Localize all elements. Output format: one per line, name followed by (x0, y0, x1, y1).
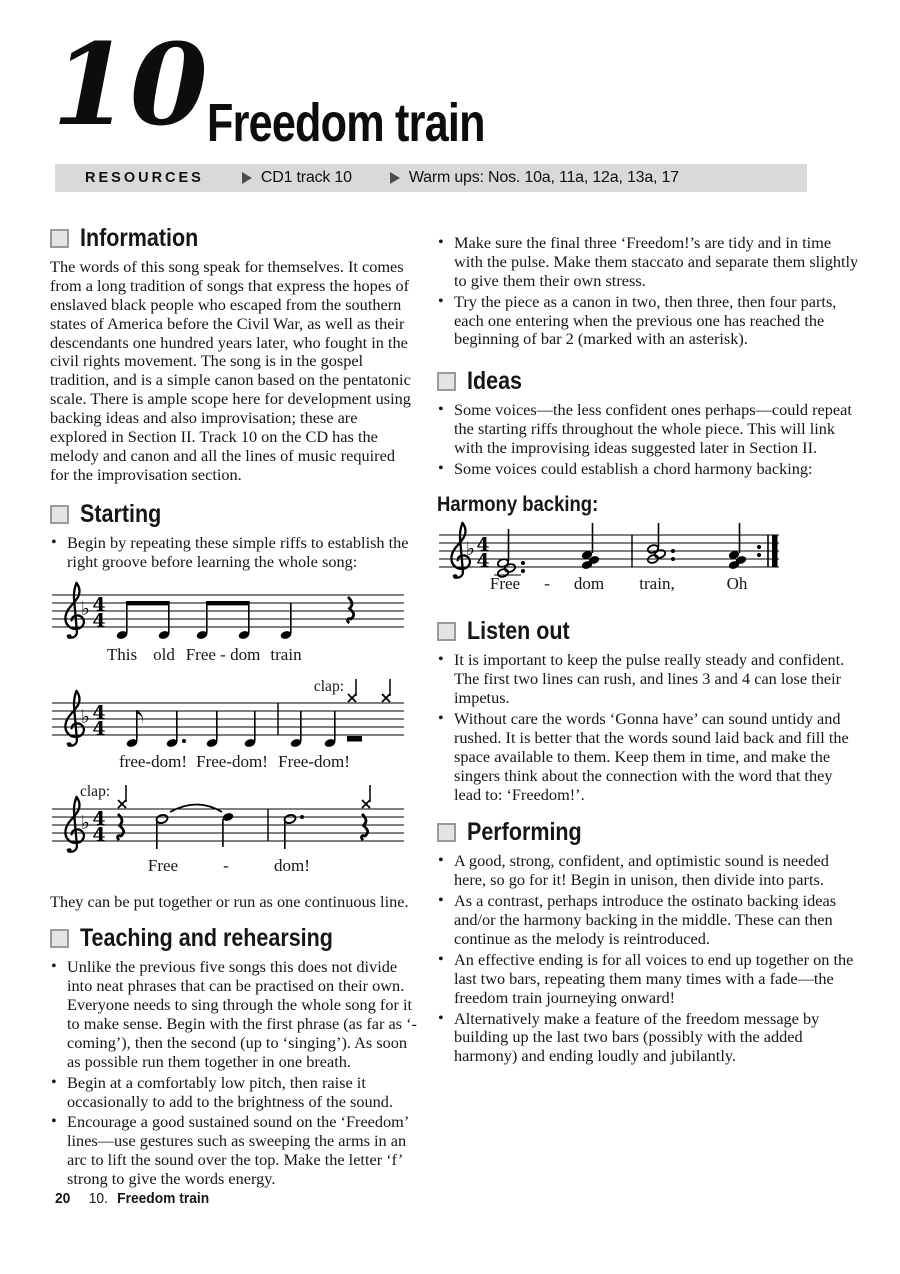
flat-sign: ♭ (81, 598, 90, 621)
bullet-item: • Try the piece as a canon in two, then three, then four parts, each one entering when the previous one has reached the beginning of bar 2 (marked with an asterisk). (437, 293, 862, 350)
starting-heading: Starting (80, 499, 162, 528)
checkbox-icon (437, 823, 456, 842)
bullet-item: • An effective ending is for all voices to end up together on the last two bars, repeating them many times with a fade—the freedom train journeying onward! (437, 951, 862, 1008)
information-body: The words of this song speak for themselves. It comes from a long tradition of songs that express the hopes of enslaved black people who escaped from the southern states of America before the Civil War, as well as their descendants one hundred years later, who fought in the civil rights movement. The song is in the gospel tradition, and is a simple canon based on the pentatonic scale. There is ample scope here for development using backing ideas and also improvisation; these are explored in Section II. Track 10 on the CD has the melody and canon and all the lines of music required for the improvisation section. (50, 257, 411, 484)
clap-x-note (118, 800, 126, 808)
lyric: train (270, 645, 302, 665)
lyric: Free (489, 574, 521, 594)
checkbox-icon (50, 929, 69, 948)
ideas-heading: Ideas (467, 367, 522, 396)
teaching-continued-bullets (437, 234, 862, 349)
lyric: old (153, 645, 175, 665)
chapter-number: 10 (52, 20, 208, 151)
harmony-backing-label: Harmony backing: (437, 492, 599, 516)
resource-item-warmups (390, 169, 679, 187)
bullet-item: • Alternatively make a feature of the freedom message by building up the last two bars (possibly with the added harmony) and ending loudly and jubilantly. (437, 1010, 862, 1067)
section-heading-teaching (50, 926, 418, 951)
footer-page-number: 20 (55, 1190, 71, 1207)
triangle-bullet-icon (390, 172, 400, 184)
music-figure-riff-2 (50, 677, 418, 773)
resource-item-track (242, 169, 352, 187)
bullet-item: • Begin at a comfortably low pitch, then raise it occasionally to add to the brightness of the sound. (50, 1074, 418, 1112)
information-heading: Information (80, 224, 199, 252)
bullet-item: • A good, strong, confident, and optimistic sound is needed here, so go for it! Begin in unison, then divide into parts. (437, 852, 862, 890)
starting-bullets (50, 534, 418, 572)
lyric: dom (573, 574, 605, 594)
flat-sign: ♭ (81, 706, 90, 729)
checkbox-icon (50, 505, 69, 524)
bullet-item: • As a contrast, perhaps introduce the ostinato backing ideas and/or the harmony backing in the middle. These can then continue as the melody is reintroduced. (437, 892, 862, 949)
resources-label: RESOURCES (85, 170, 204, 186)
listen-heading: Listen out (467, 617, 570, 646)
bullet-item: • Some voices could establish a chord harmony backing: (437, 460, 862, 479)
bullet-item: • It is important to keep the pulse really steady and confident. The first two lines can rush, and lines 3 and 4 can lose their impetus. (437, 651, 862, 708)
staff-riff-2 (50, 677, 406, 773)
section-heading-ideas (437, 369, 862, 394)
teaching-heading: Teaching and rehearsing (80, 924, 333, 953)
lyric: Free-dom! (278, 752, 350, 772)
lyric: Free - dom (185, 645, 261, 665)
eighth-flag-icon (137, 710, 143, 726)
right-column (437, 226, 862, 1068)
staff-riff-1 (50, 581, 406, 667)
time-signature-top: 4 (92, 808, 106, 831)
section-heading-information (50, 226, 418, 251)
page-title: Freedom train (207, 93, 485, 153)
section-heading-starting (50, 499, 418, 528)
clap-x-note (362, 800, 370, 808)
time-signature-bottom: 4 (92, 824, 106, 847)
music-figure-riff-1 (50, 581, 418, 667)
checkbox-icon (437, 622, 456, 641)
performing-heading: Performing (467, 818, 582, 847)
lyric: Oh (726, 574, 748, 594)
footer-chapter-number: 10. (88, 1190, 108, 1207)
staff-harmony (437, 521, 783, 601)
staff-riff-3 (50, 783, 406, 885)
section-heading-performing (437, 820, 862, 845)
section-heading-listen (437, 619, 862, 644)
triangle-bullet-icon (242, 172, 252, 184)
checkbox-icon (437, 372, 456, 391)
lyric: - (223, 856, 229, 876)
time-signature-bottom: 4 (476, 550, 490, 573)
flat-sign: ♭ (81, 812, 90, 835)
lyric: - (544, 574, 550, 594)
quarter-rest-icon (362, 814, 368, 840)
resource-warmups-label: Warm ups: Nos. 10a, 11a, 12a, 13a, 17 (408, 169, 679, 186)
half-rest-icon (347, 736, 362, 742)
left-column (50, 226, 418, 1191)
lyric: dom! (274, 856, 310, 876)
bullet-item: • Begin by repeating these simple riffs to establish the right groove before learning the whole song: (50, 534, 418, 572)
page-footer (55, 1190, 209, 1207)
music-figure-harmony (437, 521, 862, 601)
lyric: Free (147, 856, 179, 876)
resources-bar (55, 164, 807, 192)
performing-bullets (437, 852, 862, 1066)
lyric: This (106, 645, 138, 665)
bullet-item: • Make sure the final three ‘Freedom!’s are tidy and in time with the pulse. Make them staccato and separate them slightly to give them their own stress. (437, 234, 862, 291)
lyric: free-dom! (119, 752, 187, 772)
bullet-item: • Unlike the previous five songs this does not divide into neat phrases that can be practised on their own. Everyone needs to sing through the whole song for it to make sense. Begin with the first phrase (as far as ‘-coming’), then the second (up to ‘singing’). As soon as possible run them together in one breath. (50, 958, 418, 1071)
time-signature-top: 4 (92, 702, 106, 725)
quarter-rest-icon (118, 814, 124, 840)
listen-bullets (437, 651, 862, 804)
bullet-item: • Encourage a good sustained sound on the ‘Freedom’ lines—use gestures such as sweeping the arms in an arc to lift the sound over the top. Make the letter ‘f’ strong to give the words energy. (50, 1113, 418, 1189)
time-signature-bottom: 4 (92, 718, 106, 741)
teaching-bullets (50, 958, 418, 1189)
clap-label: clap: (80, 783, 111, 801)
bullet-item: • Without care the words ‘Gonna have’ can sound untidy and rushed. It is better that the words sound laid back and fill the space available to them. Keep them in time, and make the singers think about the connection with the word that they lead to: ‘Freedom!’. (437, 710, 862, 804)
bullet-item: • Some voices—the less confident ones perhaps—could repeat the starting riffs throughout the whole piece. This will link with the improvising ideas suggested later in Section II. (437, 401, 862, 458)
time-signature-bottom: 4 (92, 610, 106, 633)
tie-arc (170, 805, 222, 813)
flat-sign: ♭ (466, 538, 475, 561)
chord-dotted-half (647, 544, 666, 564)
footer-chapter-title: Freedom train (117, 1190, 210, 1207)
resource-track-label: CD1 track 10 (260, 169, 352, 186)
clap-label: clap: (313, 678, 344, 696)
clap-x-notes (348, 694, 390, 702)
time-signature-top: 4 (476, 534, 490, 557)
time-signature-top: 4 (92, 594, 106, 617)
quarter-rest-icon (348, 597, 354, 623)
riffs-note: They can be put together or run as one continuous line. (50, 892, 409, 912)
lyric: train, (639, 574, 675, 594)
ideas-bullets (437, 401, 862, 479)
lyric: Free-dom! (196, 752, 268, 772)
music-figure-riff-3 (50, 783, 418, 885)
checkbox-icon (50, 229, 69, 248)
